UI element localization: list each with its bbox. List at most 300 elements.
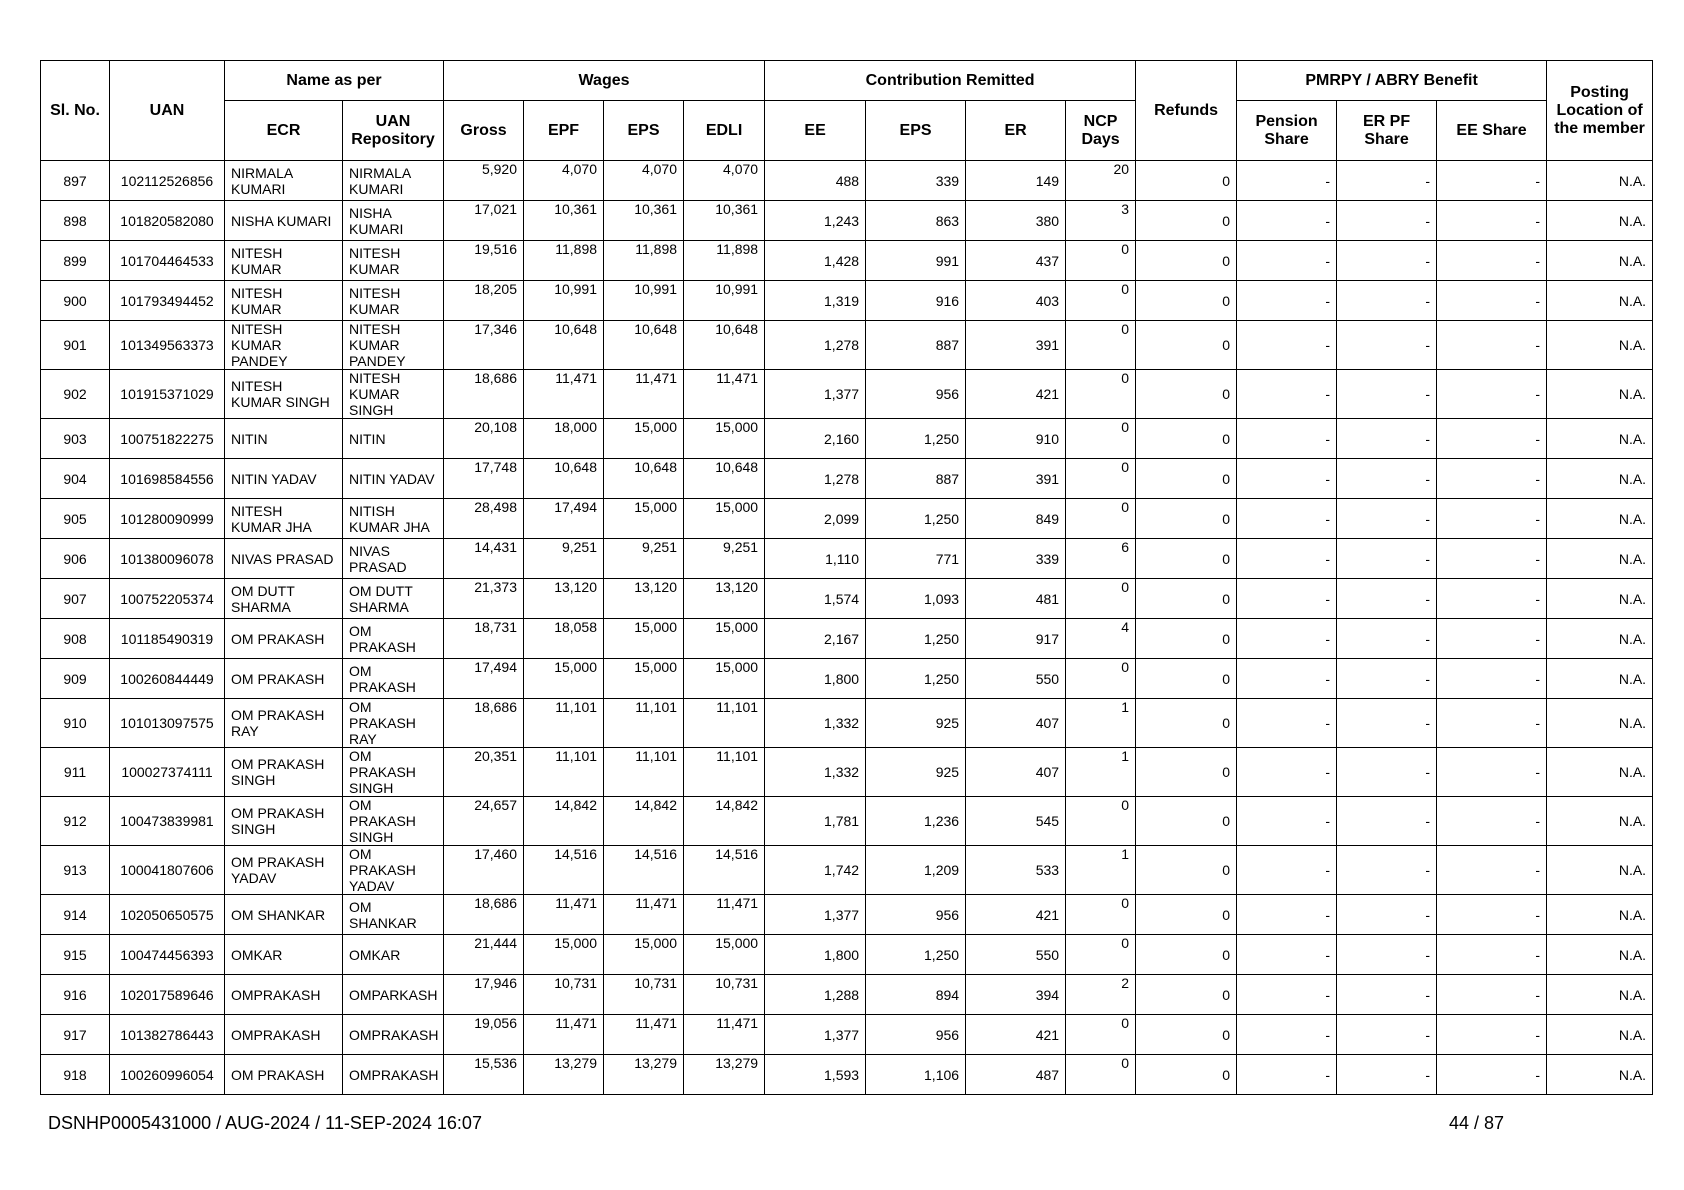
cell-eps-wages: 11,898 bbox=[604, 241, 684, 281]
cell-name-repository: NITESH KUMAR PANDEY bbox=[343, 321, 444, 370]
cell-ee: 1,742 bbox=[765, 846, 866, 895]
cell-er: 391 bbox=[966, 321, 1066, 370]
cell-eps-contribution: 1,250 bbox=[866, 619, 966, 659]
cell-edli: 11,101 bbox=[684, 748, 765, 797]
cell-gross: 19,056 bbox=[444, 1015, 524, 1055]
header-uan: UAN bbox=[110, 61, 225, 161]
cell-sl-no: 918 bbox=[41, 1055, 110, 1095]
cell-ee: 1,278 bbox=[765, 459, 866, 499]
table-row bbox=[41, 935, 1653, 975]
cell-pension-share: - bbox=[1237, 1055, 1337, 1095]
cell-ee: 1,319 bbox=[765, 281, 866, 321]
cell-refunds: 0 bbox=[1136, 619, 1237, 659]
cell-er-pf-share: - bbox=[1337, 499, 1437, 539]
cell-er-pf-share: - bbox=[1337, 1015, 1437, 1055]
cell-eps-wages: 11,471 bbox=[604, 370, 684, 419]
cell-pension-share: - bbox=[1237, 419, 1337, 459]
header-edli: EDLI bbox=[684, 101, 765, 161]
cell-name-repository: OM DUTT SHARMA bbox=[343, 579, 444, 619]
cell-edli: 13,120 bbox=[684, 579, 765, 619]
cell-gross: 17,346 bbox=[444, 321, 524, 370]
cell-ee-share: - bbox=[1437, 797, 1547, 846]
cell-refunds: 0 bbox=[1136, 1055, 1237, 1095]
cell-sl-no: 907 bbox=[41, 579, 110, 619]
cell-edli: 10,731 bbox=[684, 975, 765, 1015]
cell-ncp-days: 3 bbox=[1066, 201, 1136, 241]
cell-name-ecr: NITESH KUMAR SINGH bbox=[225, 370, 343, 419]
cell-posting-location: N.A. bbox=[1547, 748, 1653, 797]
cell-er: 849 bbox=[966, 499, 1066, 539]
cell-gross: 17,021 bbox=[444, 201, 524, 241]
cell-er: 403 bbox=[966, 281, 1066, 321]
cell-epf: 10,648 bbox=[524, 459, 604, 499]
cell-eps-wages: 15,000 bbox=[604, 935, 684, 975]
cell-ee: 1,593 bbox=[765, 1055, 866, 1095]
cell-eps-wages: 10,648 bbox=[604, 321, 684, 370]
cell-name-repository: OM PRAKASH YADAV bbox=[343, 846, 444, 895]
cell-er: 407 bbox=[966, 699, 1066, 748]
cell-posting-location: N.A. bbox=[1547, 1055, 1653, 1095]
cell-uan: 100752205374 bbox=[110, 579, 225, 619]
cell-posting-location: N.A. bbox=[1547, 499, 1653, 539]
cell-eps-contribution: 894 bbox=[866, 975, 966, 1015]
cell-sl-no: 911 bbox=[41, 748, 110, 797]
cell-sl-no: 915 bbox=[41, 935, 110, 975]
cell-posting-location: N.A. bbox=[1547, 895, 1653, 935]
cell-epf: 11,471 bbox=[524, 895, 604, 935]
cell-refunds: 0 bbox=[1136, 241, 1237, 281]
cell-name-ecr: OM PRAKASH SINGH bbox=[225, 797, 343, 846]
table-row bbox=[41, 499, 1653, 539]
cell-name-repository: NITESH KUMAR bbox=[343, 281, 444, 321]
cell-ee: 1,110 bbox=[765, 539, 866, 579]
header-sl-no: Sl. No. bbox=[41, 61, 110, 161]
header-refunds: Refunds bbox=[1136, 61, 1237, 161]
header-posting-location: Posting Location of the member bbox=[1547, 61, 1653, 161]
cell-epf: 18,000 bbox=[524, 419, 604, 459]
cell-eps-wages: 15,000 bbox=[604, 499, 684, 539]
cell-refunds: 0 bbox=[1136, 797, 1237, 846]
cell-eps-contribution: 956 bbox=[866, 370, 966, 419]
cell-eps-wages: 11,471 bbox=[604, 1015, 684, 1055]
cell-epf: 11,101 bbox=[524, 699, 604, 748]
cell-eps-contribution: 887 bbox=[866, 459, 966, 499]
header-wages: Wages bbox=[444, 61, 765, 101]
cell-eps-contribution: 1,093 bbox=[866, 579, 966, 619]
table-row bbox=[41, 797, 1653, 846]
cell-edli: 9,251 bbox=[684, 539, 765, 579]
cell-sl-no: 908 bbox=[41, 619, 110, 659]
cell-ee: 1,278 bbox=[765, 321, 866, 370]
cell-er-pf-share: - bbox=[1337, 459, 1437, 499]
cell-eps-wages: 10,361 bbox=[604, 201, 684, 241]
cell-edli: 15,000 bbox=[684, 499, 765, 539]
cell-ee-share: - bbox=[1437, 1055, 1547, 1095]
cell-posting-location: N.A. bbox=[1547, 935, 1653, 975]
cell-ncp-days: 0 bbox=[1066, 895, 1136, 935]
cell-name-repository: OMKAR bbox=[343, 935, 444, 975]
table-header bbox=[41, 61, 1653, 161]
table-row bbox=[41, 1015, 1653, 1055]
header-ee: EE bbox=[765, 101, 866, 161]
cell-uan: 100473839981 bbox=[110, 797, 225, 846]
cell-uan: 101280090999 bbox=[110, 499, 225, 539]
cell-er: 421 bbox=[966, 895, 1066, 935]
cell-pension-share: - bbox=[1237, 370, 1337, 419]
cell-ncp-days: 0 bbox=[1066, 1055, 1136, 1095]
cell-uan: 101793494452 bbox=[110, 281, 225, 321]
header-pmrpy-abry: PMRPY / ABRY Benefit bbox=[1237, 61, 1547, 101]
cell-eps-contribution: 991 bbox=[866, 241, 966, 281]
cell-eps-wages: 11,101 bbox=[604, 748, 684, 797]
cell-name-ecr: OM PRAKASH YADAV bbox=[225, 846, 343, 895]
cell-refunds: 0 bbox=[1136, 419, 1237, 459]
cell-name-ecr: NITIN YADAV bbox=[225, 459, 343, 499]
cell-refunds: 0 bbox=[1136, 1015, 1237, 1055]
cell-ncp-days: 0 bbox=[1066, 499, 1136, 539]
cell-er-pf-share: - bbox=[1337, 579, 1437, 619]
cell-eps-wages: 14,516 bbox=[604, 846, 684, 895]
cell-epf: 9,251 bbox=[524, 539, 604, 579]
cell-name-ecr: NITESH KUMAR bbox=[225, 241, 343, 281]
cell-name-repository: NIRMALA KUMARI bbox=[343, 161, 444, 201]
cell-er-pf-share: - bbox=[1337, 935, 1437, 975]
cell-er-pf-share: - bbox=[1337, 846, 1437, 895]
cell-ee: 1,800 bbox=[765, 659, 866, 699]
cell-name-ecr: NITESH KUMAR bbox=[225, 281, 343, 321]
cell-gross: 18,686 bbox=[444, 370, 524, 419]
cell-ee: 1,332 bbox=[765, 748, 866, 797]
cell-epf: 15,000 bbox=[524, 935, 604, 975]
cell-refunds: 0 bbox=[1136, 370, 1237, 419]
cell-name-ecr: OM PRAKASH bbox=[225, 619, 343, 659]
cell-eps-contribution: 1,236 bbox=[866, 797, 966, 846]
cell-ee: 1,377 bbox=[765, 895, 866, 935]
cell-refunds: 0 bbox=[1136, 539, 1237, 579]
cell-posting-location: N.A. bbox=[1547, 797, 1653, 846]
cell-name-repository: OMPRAKASH bbox=[343, 1015, 444, 1055]
cell-ee: 1,288 bbox=[765, 975, 866, 1015]
cell-posting-location: N.A. bbox=[1547, 699, 1653, 748]
cell-uan: 101185490319 bbox=[110, 619, 225, 659]
cell-er: 380 bbox=[966, 201, 1066, 241]
cell-sl-no: 914 bbox=[41, 895, 110, 935]
cell-edli: 4,070 bbox=[684, 161, 765, 201]
cell-ncp-days: 0 bbox=[1066, 370, 1136, 419]
cell-posting-location: N.A. bbox=[1547, 321, 1653, 370]
cell-posting-location: N.A. bbox=[1547, 579, 1653, 619]
table-row bbox=[41, 748, 1653, 797]
cell-pension-share: - bbox=[1237, 895, 1337, 935]
cell-eps-contribution: 1,250 bbox=[866, 419, 966, 459]
cell-refunds: 0 bbox=[1136, 975, 1237, 1015]
cell-er-pf-share: - bbox=[1337, 370, 1437, 419]
cell-sl-no: 904 bbox=[41, 459, 110, 499]
header-gross: Gross bbox=[444, 101, 524, 161]
cell-ee-share: - bbox=[1437, 419, 1547, 459]
cell-uan: 101820582080 bbox=[110, 201, 225, 241]
header-ncp-days: NCP Days bbox=[1066, 101, 1136, 161]
cell-refunds: 0 bbox=[1136, 161, 1237, 201]
cell-ee-share: - bbox=[1437, 201, 1547, 241]
table-row bbox=[41, 459, 1653, 499]
cell-sl-no: 901 bbox=[41, 321, 110, 370]
contribution-table bbox=[40, 60, 1653, 1095]
cell-eps-contribution: 1,250 bbox=[866, 935, 966, 975]
table-row bbox=[41, 846, 1653, 895]
cell-er: 481 bbox=[966, 579, 1066, 619]
cell-eps-contribution: 1,250 bbox=[866, 659, 966, 699]
cell-uan: 100027374111 bbox=[110, 748, 225, 797]
cell-ee-share: - bbox=[1437, 699, 1547, 748]
cell-epf: 11,471 bbox=[524, 370, 604, 419]
cell-uan: 100041807606 bbox=[110, 846, 225, 895]
cell-name-repository: OMPRAKASH bbox=[343, 1055, 444, 1095]
cell-ee-share: - bbox=[1437, 846, 1547, 895]
cell-name-ecr: NIVAS PRASAD bbox=[225, 539, 343, 579]
cell-pension-share: - bbox=[1237, 975, 1337, 1015]
cell-name-repository: OMPARKASH bbox=[343, 975, 444, 1015]
table-body bbox=[41, 161, 1653, 1095]
cell-sl-no: 900 bbox=[41, 281, 110, 321]
cell-edli: 10,648 bbox=[684, 321, 765, 370]
cell-eps-wages: 13,279 bbox=[604, 1055, 684, 1095]
cell-gross: 18,686 bbox=[444, 699, 524, 748]
cell-refunds: 0 bbox=[1136, 699, 1237, 748]
cell-name-repository: NITESH KUMAR bbox=[343, 241, 444, 281]
cell-eps-wages: 15,000 bbox=[604, 419, 684, 459]
cell-er-pf-share: - bbox=[1337, 748, 1437, 797]
cell-sl-no: 897 bbox=[41, 161, 110, 201]
cell-ee-share: - bbox=[1437, 539, 1547, 579]
cell-posting-location: N.A. bbox=[1547, 539, 1653, 579]
cell-sl-no: 913 bbox=[41, 846, 110, 895]
cell-name-ecr: NITIN bbox=[225, 419, 343, 459]
cell-epf: 10,991 bbox=[524, 281, 604, 321]
cell-ee-share: - bbox=[1437, 321, 1547, 370]
cell-er: 339 bbox=[966, 539, 1066, 579]
cell-ee: 1,332 bbox=[765, 699, 866, 748]
cell-name-repository: OM SHANKAR bbox=[343, 895, 444, 935]
cell-posting-location: N.A. bbox=[1547, 161, 1653, 201]
cell-er: 421 bbox=[966, 1015, 1066, 1055]
cell-pension-share: - bbox=[1237, 499, 1337, 539]
cell-ncp-days: 1 bbox=[1066, 699, 1136, 748]
table-row bbox=[41, 539, 1653, 579]
cell-epf: 10,361 bbox=[524, 201, 604, 241]
table-row bbox=[41, 699, 1653, 748]
cell-epf: 10,648 bbox=[524, 321, 604, 370]
cell-edli: 10,648 bbox=[684, 459, 765, 499]
cell-er-pf-share: - bbox=[1337, 241, 1437, 281]
cell-gross: 17,460 bbox=[444, 846, 524, 895]
cell-ee: 1,377 bbox=[765, 370, 866, 419]
cell-eps-wages: 10,648 bbox=[604, 459, 684, 499]
cell-posting-location: N.A. bbox=[1547, 846, 1653, 895]
cell-ncp-days: 1 bbox=[1066, 748, 1136, 797]
cell-sl-no: 916 bbox=[41, 975, 110, 1015]
cell-eps-wages: 11,101 bbox=[604, 699, 684, 748]
cell-ncp-days: 2 bbox=[1066, 975, 1136, 1015]
cell-pension-share: - bbox=[1237, 201, 1337, 241]
table-row bbox=[41, 619, 1653, 659]
cell-eps-wages: 13,120 bbox=[604, 579, 684, 619]
cell-sl-no: 912 bbox=[41, 797, 110, 846]
cell-sl-no: 899 bbox=[41, 241, 110, 281]
cell-refunds: 0 bbox=[1136, 579, 1237, 619]
table-row bbox=[41, 1055, 1653, 1095]
cell-name-repository: NISHA KUMARI bbox=[343, 201, 444, 241]
table-row bbox=[41, 161, 1653, 201]
cell-uan: 101382786443 bbox=[110, 1015, 225, 1055]
cell-ee: 1,377 bbox=[765, 1015, 866, 1055]
cell-pension-share: - bbox=[1237, 935, 1337, 975]
cell-edli: 10,991 bbox=[684, 281, 765, 321]
cell-er: 545 bbox=[966, 797, 1066, 846]
cell-gross: 19,516 bbox=[444, 241, 524, 281]
cell-ncp-days: 0 bbox=[1066, 281, 1136, 321]
cell-sl-no: 905 bbox=[41, 499, 110, 539]
cell-er-pf-share: - bbox=[1337, 321, 1437, 370]
cell-eps-wages: 10,731 bbox=[604, 975, 684, 1015]
cell-posting-location: N.A. bbox=[1547, 201, 1653, 241]
cell-pension-share: - bbox=[1237, 161, 1337, 201]
cell-er: 407 bbox=[966, 748, 1066, 797]
cell-ncp-days: 20 bbox=[1066, 161, 1136, 201]
cell-edli: 15,000 bbox=[684, 619, 765, 659]
cell-pension-share: - bbox=[1237, 459, 1337, 499]
cell-eps-contribution: 956 bbox=[866, 1015, 966, 1055]
cell-uan: 100751822275 bbox=[110, 419, 225, 459]
cell-ee-share: - bbox=[1437, 459, 1547, 499]
cell-ee: 1,243 bbox=[765, 201, 866, 241]
cell-sl-no: 917 bbox=[41, 1015, 110, 1055]
cell-er: 533 bbox=[966, 846, 1066, 895]
cell-ee-share: - bbox=[1437, 975, 1547, 1015]
cell-name-repository: NITIN YADAV bbox=[343, 459, 444, 499]
cell-refunds: 0 bbox=[1136, 895, 1237, 935]
cell-uan: 101704464533 bbox=[110, 241, 225, 281]
cell-eps-contribution: 1,209 bbox=[866, 846, 966, 895]
cell-eps-wages: 4,070 bbox=[604, 161, 684, 201]
cell-edli: 14,516 bbox=[684, 846, 765, 895]
cell-edli: 13,279 bbox=[684, 1055, 765, 1095]
cell-ee: 1,800 bbox=[765, 935, 866, 975]
cell-ncp-days: 0 bbox=[1066, 797, 1136, 846]
cell-ncp-days: 1 bbox=[1066, 846, 1136, 895]
cell-uan: 102017589646 bbox=[110, 975, 225, 1015]
cell-eps-contribution: 863 bbox=[866, 201, 966, 241]
cell-eps-contribution: 339 bbox=[866, 161, 966, 201]
cell-refunds: 0 bbox=[1136, 281, 1237, 321]
cell-name-ecr: OM PRAKASH bbox=[225, 659, 343, 699]
cell-er: 910 bbox=[966, 419, 1066, 459]
cell-eps-wages: 9,251 bbox=[604, 539, 684, 579]
cell-name-repository: OM PRAKASH bbox=[343, 659, 444, 699]
cell-name-repository: OM PRAKASH RAY bbox=[343, 699, 444, 748]
cell-ncp-days: 0 bbox=[1066, 935, 1136, 975]
cell-er: 394 bbox=[966, 975, 1066, 1015]
cell-epf: 18,058 bbox=[524, 619, 604, 659]
cell-uan: 101349563373 bbox=[110, 321, 225, 370]
cell-edli: 15,000 bbox=[684, 935, 765, 975]
cell-pension-share: - bbox=[1237, 699, 1337, 748]
cell-pension-share: - bbox=[1237, 579, 1337, 619]
cell-ncp-days: 6 bbox=[1066, 539, 1136, 579]
cell-ee: 1,781 bbox=[765, 797, 866, 846]
cell-gross: 17,748 bbox=[444, 459, 524, 499]
cell-er: 487 bbox=[966, 1055, 1066, 1095]
cell-refunds: 0 bbox=[1136, 321, 1237, 370]
table-row bbox=[41, 370, 1653, 419]
cell-er-pf-share: - bbox=[1337, 895, 1437, 935]
cell-gross: 18,731 bbox=[444, 619, 524, 659]
cell-name-ecr: NIRMALA KUMARI bbox=[225, 161, 343, 201]
cell-epf: 10,731 bbox=[524, 975, 604, 1015]
cell-epf: 11,471 bbox=[524, 1015, 604, 1055]
cell-edli: 10,361 bbox=[684, 201, 765, 241]
cell-eps-wages: 14,842 bbox=[604, 797, 684, 846]
cell-epf: 15,000 bbox=[524, 659, 604, 699]
cell-er-pf-share: - bbox=[1337, 539, 1437, 579]
cell-ee-share: - bbox=[1437, 619, 1547, 659]
cell-name-repository: NITESH KUMAR SINGH bbox=[343, 370, 444, 419]
header-eps-wages: EPS bbox=[604, 101, 684, 161]
cell-uan: 102050650575 bbox=[110, 895, 225, 935]
cell-epf: 4,070 bbox=[524, 161, 604, 201]
cell-gross: 17,946 bbox=[444, 975, 524, 1015]
cell-refunds: 0 bbox=[1136, 935, 1237, 975]
cell-name-ecr: NITESH KUMAR JHA bbox=[225, 499, 343, 539]
cell-posting-location: N.A. bbox=[1547, 459, 1653, 499]
cell-posting-location: N.A. bbox=[1547, 370, 1653, 419]
cell-edli: 15,000 bbox=[684, 659, 765, 699]
cell-epf: 11,101 bbox=[524, 748, 604, 797]
header-er: ER bbox=[966, 101, 1066, 161]
cell-ncp-days: 0 bbox=[1066, 459, 1136, 499]
cell-ee-share: - bbox=[1437, 935, 1547, 975]
cell-ncp-days: 0 bbox=[1066, 579, 1136, 619]
cell-ee-share: - bbox=[1437, 281, 1547, 321]
header-epf: EPF bbox=[524, 101, 604, 161]
cell-name-ecr: OM SHANKAR bbox=[225, 895, 343, 935]
cell-ee-share: - bbox=[1437, 370, 1547, 419]
cell-eps-contribution: 925 bbox=[866, 699, 966, 748]
cell-name-ecr: OMPRAKASH bbox=[225, 975, 343, 1015]
header-contribution-remitted: Contribution Remitted bbox=[765, 61, 1136, 101]
cell-er: 149 bbox=[966, 161, 1066, 201]
cell-ee-share: - bbox=[1437, 499, 1547, 539]
cell-ee: 2,167 bbox=[765, 619, 866, 659]
cell-name-repository: NITISH KUMAR JHA bbox=[343, 499, 444, 539]
cell-eps-contribution: 925 bbox=[866, 748, 966, 797]
cell-er-pf-share: - bbox=[1337, 619, 1437, 659]
table-row bbox=[41, 419, 1653, 459]
cell-name-ecr: OM DUTT SHARMA bbox=[225, 579, 343, 619]
cell-eps-contribution: 916 bbox=[866, 281, 966, 321]
cell-er-pf-share: - bbox=[1337, 659, 1437, 699]
cell-sl-no: 903 bbox=[41, 419, 110, 459]
page-number: 44 / 87 bbox=[1449, 1113, 1505, 1133]
cell-edli: 11,471 bbox=[684, 1015, 765, 1055]
cell-sl-no: 909 bbox=[41, 659, 110, 699]
cell-epf: 17,494 bbox=[524, 499, 604, 539]
cell-gross: 21,373 bbox=[444, 579, 524, 619]
cell-eps-wages: 10,991 bbox=[604, 281, 684, 321]
cell-er-pf-share: - bbox=[1337, 281, 1437, 321]
cell-pension-share: - bbox=[1237, 241, 1337, 281]
cell-pension-share: - bbox=[1237, 659, 1337, 699]
